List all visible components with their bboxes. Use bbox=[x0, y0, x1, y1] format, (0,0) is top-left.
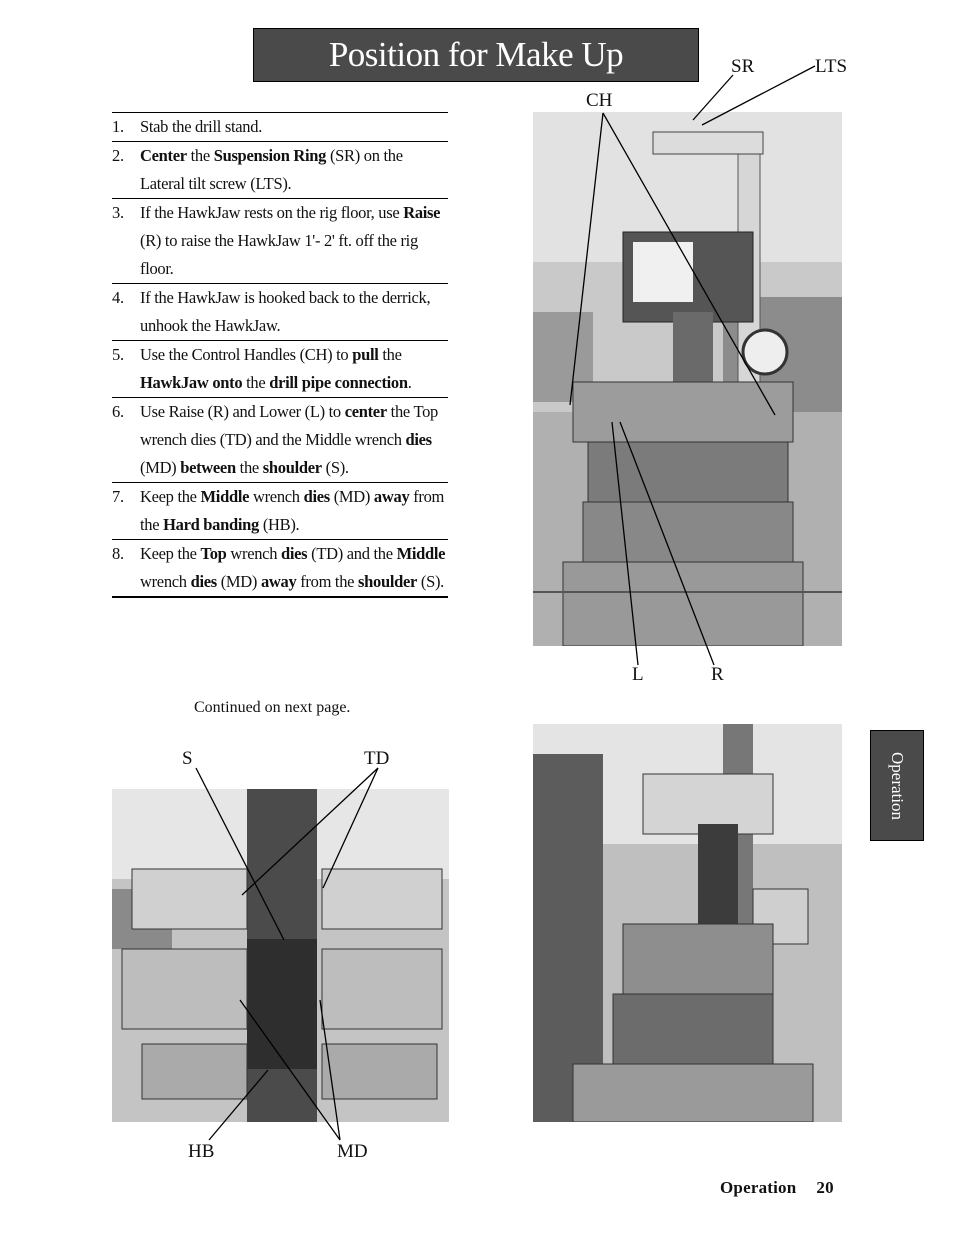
label-r: R bbox=[711, 664, 724, 685]
label-ch: CH bbox=[586, 90, 613, 111]
procedure-steps bbox=[112, 112, 448, 598]
step-item bbox=[112, 397, 448, 482]
section-tab-operation[interactable] bbox=[870, 730, 924, 841]
step-text: Keep the Middle wrench dies (MD) away from the Hard banding (HB). bbox=[140, 487, 445, 534]
step-text: Use the Control Handles (CH) to pull the HawkJaw onto the drill pipe connection. bbox=[140, 345, 412, 392]
label-hb: HB bbox=[188, 1141, 215, 1162]
page-title: Position for Make Up bbox=[328, 35, 624, 74]
step-number: 2. bbox=[112, 146, 124, 165]
section-tab-label: Operation bbox=[888, 751, 907, 820]
step-number: 4. bbox=[112, 288, 124, 307]
step-text: Center the Suspension Ring (SR) on the Lateral tilt screw (LTS). bbox=[140, 146, 403, 193]
label-sr: SR bbox=[731, 56, 755, 77]
page-footer bbox=[720, 1178, 834, 1198]
label-l: L bbox=[632, 664, 644, 685]
step-number: 6. bbox=[112, 402, 124, 421]
step-text: If the HawkJaw is hooked back to the derrick, unhook the HawkJaw. bbox=[140, 288, 431, 335]
step-number: 7. bbox=[112, 487, 124, 506]
photo-hawkjaw-side bbox=[533, 724, 842, 1122]
step-text: Keep the Top wrench dies (TD) and the Middle wrench dies (MD) away from the shoulder (S). bbox=[140, 544, 446, 591]
step-item bbox=[112, 482, 448, 539]
footer-page-number: 20 bbox=[816, 1178, 834, 1197]
step-item bbox=[112, 198, 448, 283]
page-title-box bbox=[253, 28, 699, 82]
step-number: 5. bbox=[112, 345, 124, 364]
label-td: TD bbox=[364, 748, 390, 769]
label-s: S bbox=[182, 748, 193, 769]
footer-section: Operation bbox=[720, 1178, 797, 1197]
step-item bbox=[112, 141, 448, 198]
step-number: 1. bbox=[112, 117, 124, 136]
photo-wrench-dies-closeup bbox=[112, 789, 449, 1122]
step-text: If the HawkJaw rests on the rig floor, use Raise (R) to raise the HawkJaw 1'- 2' ft. off the rig floor. bbox=[140, 203, 441, 278]
step-number: 8. bbox=[112, 544, 124, 563]
step-item bbox=[112, 112, 448, 141]
step-item bbox=[112, 340, 448, 397]
step-number: 3. bbox=[112, 203, 124, 222]
step-item bbox=[112, 283, 448, 340]
continued-note: Continued on next page. bbox=[194, 699, 351, 716]
photo-hawkjaw-front bbox=[533, 112, 842, 646]
step-item bbox=[112, 539, 448, 598]
step-text: Use Raise (R) and Lower (L) to center the Top wrench dies (TD) and the Middle wrench dies (MD) between the shoulder (S). bbox=[140, 402, 438, 477]
step-text: Stab the drill stand. bbox=[140, 117, 263, 136]
label-lts: LTS bbox=[815, 56, 848, 77]
label-md: MD bbox=[337, 1141, 368, 1162]
